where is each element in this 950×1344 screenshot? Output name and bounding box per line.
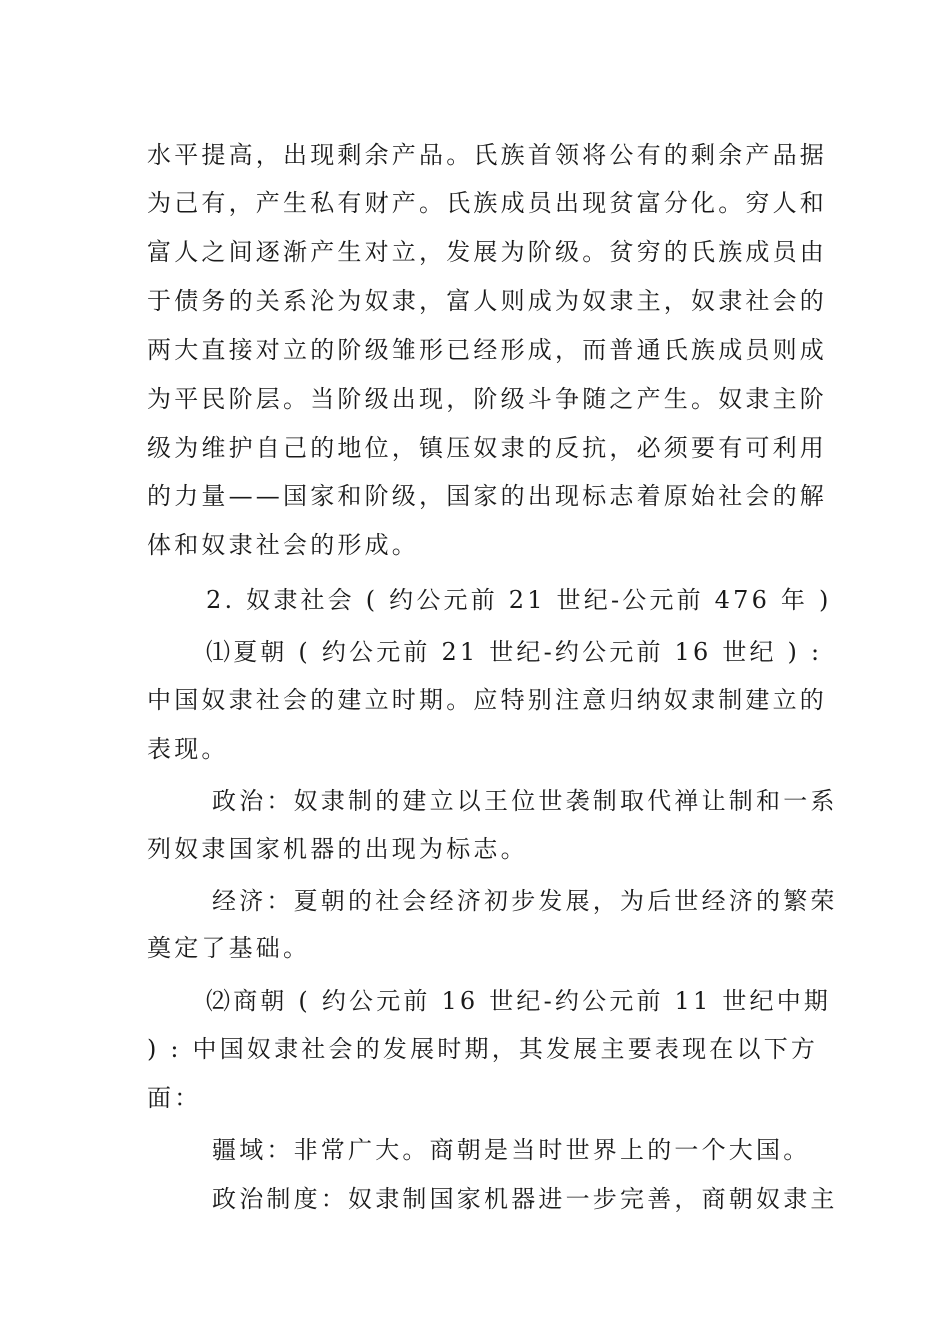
- text-line: 列奴隶国家机器的出现为标志。: [147, 835, 528, 863]
- text-line: 中国奴隶社会的建立时期。应特别注意归纳奴隶制建立的: [147, 686, 827, 714]
- paragraph-start: 政治制度：奴隶制国家机器进一步完善，商朝奴隶主: [212, 1185, 838, 1213]
- text-line: 体和奴隶社会的形成。: [147, 531, 419, 559]
- text-line: 级为维护自己的地位，镇压奴隶的反抗，必须要有可利用: [147, 434, 827, 462]
- text-line: 奠定了基础。: [147, 934, 311, 962]
- text-line: 富人之间逐渐产生对立，发展为阶级。贫穷的氏族成员由: [147, 238, 827, 266]
- text-line: 表现。: [147, 735, 229, 763]
- text-line: 的力量——国家和阶级，国家的出现标志着原始社会的解: [147, 482, 827, 510]
- text-line: 于债务的关系沦为奴隶，富人则成为奴隶主，奴隶社会的: [147, 287, 827, 315]
- paragraph-start: 疆域：非常广大。商朝是当时世界上的一个大国。: [212, 1136, 811, 1164]
- text-line: 水平提高，出现剩余产品。氏族首领将公有的剩余产品据: [147, 141, 827, 169]
- text-line: 两大直接对立的阶级雏形已经形成，而普通氏族成员则成: [147, 336, 827, 364]
- subsection-heading: ⑵商朝 ( 约公元前 16 世纪-约公元前 11 世纪中期: [206, 987, 832, 1015]
- text-line: 面：: [147, 1084, 202, 1112]
- section-heading: 2. 奴隶社会 ( 约公元前 21 世纪-公元前 476 年 ): [206, 586, 832, 614]
- subsection-heading: ⑴夏朝 ( 约公元前 21 世纪-约公元前 16 世纪 ) :: [206, 638, 823, 666]
- text-line: 为己有，产生私有财产。氏族成员出现贫富分化。穷人和: [147, 189, 827, 217]
- paragraph-start: 经济：夏朝的社会经济初步发展，为后世经济的繁荣: [212, 887, 838, 915]
- text-line: ) : 中国奴隶社会的发展时期，其发展主要表现在以下方: [147, 1035, 819, 1063]
- paragraph-start: 政治：奴隶制的建立以王位世袭制取代禅让制和一系: [212, 787, 838, 815]
- text-line: 为平民阶层。当阶级出现，阶级斗争随之产生。奴隶主阶: [147, 385, 827, 413]
